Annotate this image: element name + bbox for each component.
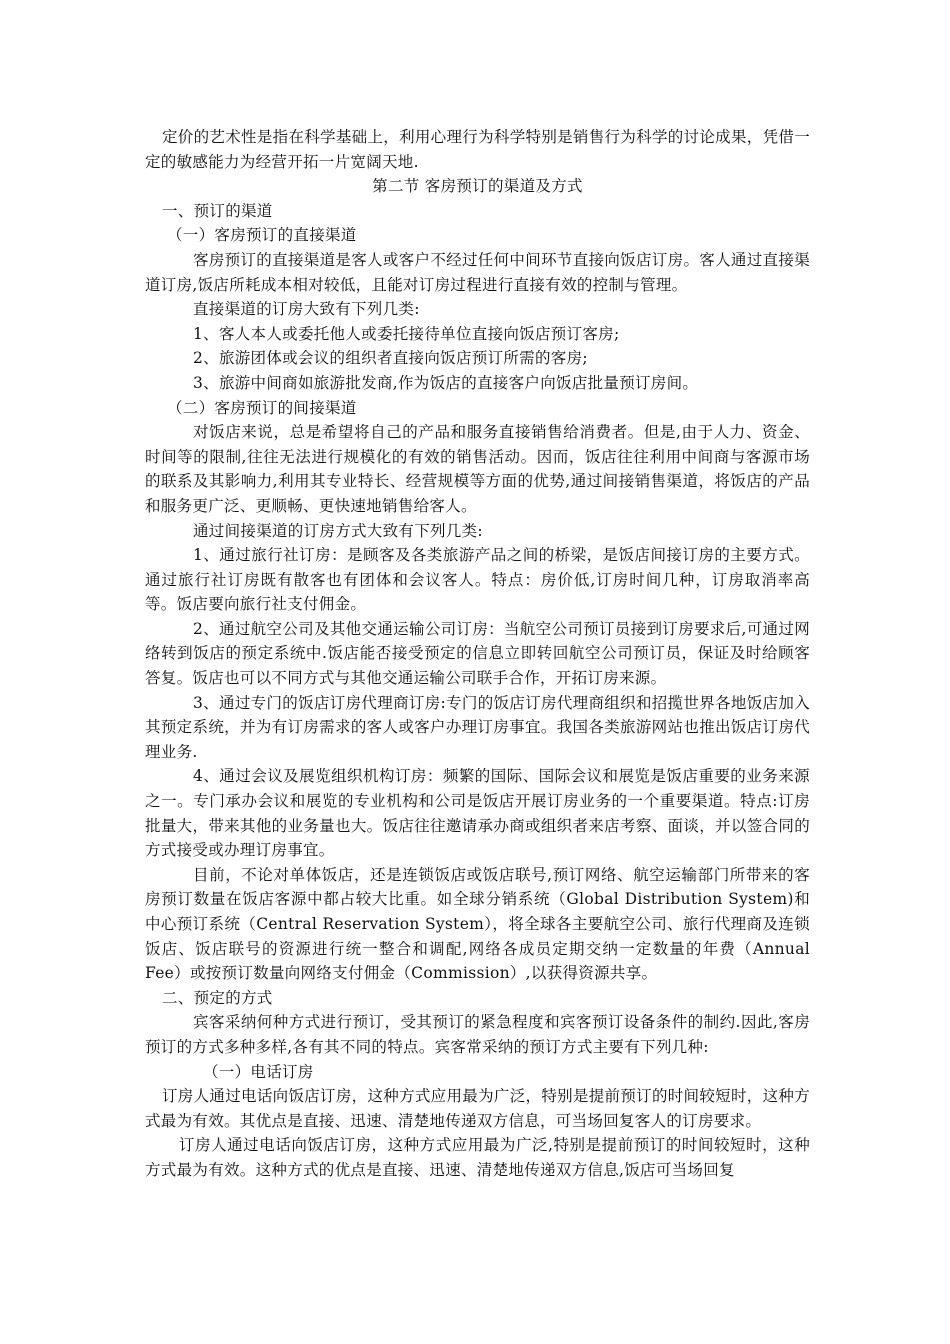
indirect-item-2: 2、通过航空公司及其他交通运输公司订房：当航空公司预订员接到订房要求后,可通过网络转到饭店的预定系统中.饭店能否接受预定的信息立即转回航空公司预订员，保证及时给顾客答复。饭店也可以不同方式与其他交通运输公司联手合作，开拓订房来源。 bbox=[145, 619, 810, 688]
indirect-channel-heading: （二）客房预订的间接渠道 bbox=[167, 398, 357, 417]
phone-booking-heading: （一）电话订房 bbox=[203, 1062, 314, 1081]
phone-booking-paragraph-2: 订房人通过电话向饭店订房，这种方式应用最为广泛,特别是提前预订的时间较短时，这种方式最为有效。这种方式的优点是直接、迅速、清楚地传递双方信息,饭店可当场回复 bbox=[145, 1136, 810, 1179]
part1-heading: 一、预订的渠道 bbox=[162, 201, 273, 220]
part2-heading: 二、预定的方式 bbox=[162, 988, 273, 1007]
direct-item-1: 1、客人本人或委托他人或委托接待单位直接向饭店预订客房; bbox=[193, 324, 620, 343]
indirect-item-4: 4、通过会议及展览组织机构订房：频繁的国际、国际会议和展览是饭店重要的业务来源之一。专门承办会议和展览的专业机构和公司是饭店开展订房业务的一个重要渠道。特点:订房批量大，带来其他的业务量也大。饭店往往邀请承办商或组织者来店考察、面谈，并以签合同的方式接受或办理订房事宜。 bbox=[145, 767, 810, 860]
phone-booking-paragraph-1: 订房人通过电话向饭店订房，这种方式应用最为广泛，特别是提前预订的时间较短时，这种方式最为有效。其优点是直接、迅速、清楚地传递双方信息，可当场回复客人的订房要求。 bbox=[145, 1087, 810, 1130]
document-page bbox=[145, 125, 810, 1183]
indirect-channel-paragraph: 对饭店来说，总是希望将自己的产品和服务直接销售给消费者。但是,由于人力、资金、时间等的限制,往往无法进行规模化的有效的销售活动。因而，饭店往往利用中间商与客源市场的联系及其影响力,利用其专业特长、经营规模等方面的优势,通过间接销售渠道，将饭店的产品和服务更广泛、更顺畅、更快速地销售给客人。 bbox=[145, 423, 810, 515]
current-situation-paragraph: 目前，不论对单体饭店，还是连锁饭店或饭店联号,预订网络、航空运输部门所带来的客房预订数量在饭店客源中都占较大比重。如全球分销系统（Global Distribution System)和中心预订系统（Central Reservation System），将全球各主要航空公司、旅行代理商及连锁饭店、饭店联号的资源进行统一整合和调配,网络各成员定期交纳一定数量的年费（Annual Fee）或按预订数量向网络支付佣金（Commission）,以获得资源共享。 bbox=[145, 865, 810, 983]
intro-paragraph: 定价的艺术性是指在科学基础上，利用心理行为科学特别是销售行为科学的讨论成果，凭借一定的敏感能力为经营开拓一片宽阔天地. bbox=[145, 128, 810, 171]
section-title: 第二节 客房预订的渠道及方式 bbox=[372, 177, 583, 196]
direct-channel-heading: （一）客房预订的直接渠道 bbox=[167, 226, 357, 245]
direct-types-intro: 直接渠道的订房大致有下列几类: bbox=[193, 300, 420, 319]
indirect-types-intro: 通过间接渠道的订房方式大致有下列几类: bbox=[193, 521, 483, 540]
direct-item-3: 3、旅游中间商如旅游批发商,作为饭店的直接客户向饭店批量预订房间。 bbox=[193, 373, 699, 392]
direct-channel-paragraph: 客房预订的直接渠道是客人或客户不经过任何中间环节直接向饭店订房。客人通过直接渠道订房,饭店所耗成本相对较低，且能对订房过程进行直接有效的控制与管理。 bbox=[145, 250, 810, 294]
methods-paragraph: 宾客采纳何种方式进行预订，受其预订的紧急程度和宾客预订设备条件的制约.因此,客房预订的方式多种多样,各有其不同的特点。宾客常采纳的预订方式主要有下列几种: bbox=[145, 1013, 810, 1056]
indirect-item-3: 3、通过专门的饭店订房代理商订房:专门的饭店订房代理商组织和招揽世界各地饭店加入其预定系统，并为有订房需求的客人或客户办理订房事宜。我国各类旅游网站也推出饭店订房代理业务. bbox=[145, 693, 810, 761]
indirect-item-1: 1、通过旅行社订房：是顾客及各类旅游产品之间的桥梁，是饭店间接订房的主要方式。通过旅行社订房既有散客也有团体和会议客人。特点：房价低,订房时间几种，订房取消率高等。饭店要向旅行社支付佣金。 bbox=[145, 546, 810, 614]
direct-item-2: 2、旅游团体或会议的组织者直接向饭店预订所需的客房; bbox=[193, 349, 588, 368]
